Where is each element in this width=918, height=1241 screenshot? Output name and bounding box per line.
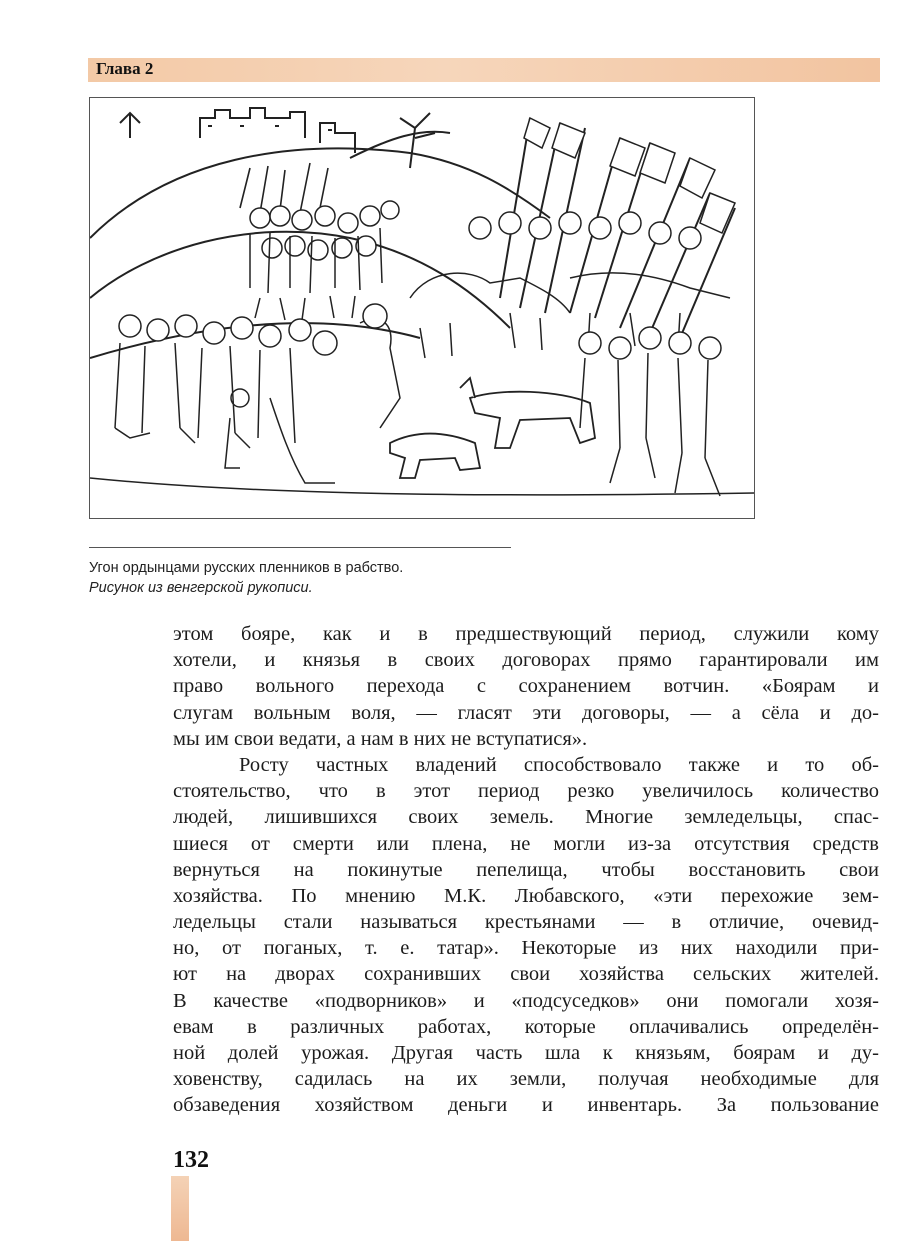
body-line: ют на дворах сохранивших свои хозяйства сельских жителей.	[173, 963, 879, 986]
body-line: ховенству, садилась на их земли, получая необходимые для	[173, 1068, 879, 1091]
body-line: мы им свои ведати, а нам в них не вступатися».	[173, 727, 588, 750]
engraving-illustration	[89, 97, 755, 519]
body-line: шиеся от смерти или плена, не могли из-за отсутствия средств	[173, 832, 879, 855]
body-line: ной долей урожая. Другая часть шла к князьям, боярам и ду-	[173, 1042, 879, 1064]
body-line: право вольного перехода с сохранением вотчин. «Боярам и	[173, 675, 879, 698]
caption-divider	[89, 547, 511, 548]
body-line: Росту частных владений способствовало также и то об-	[239, 753, 879, 776]
body-line: слугам вольным воля, — гласят эти договоры, — а сёла и до-	[173, 701, 879, 724]
chapter-header-bar	[88, 58, 880, 82]
body-line: стоятельство, что в этот период резко увеличилось количество	[173, 780, 879, 803]
body-line: ледельцы стали называться крестьянами — в отличие, очевид-	[173, 911, 879, 934]
body-text	[173, 621, 879, 1119]
body-line: но, от поганых, т. е. татар». Некоторые из них находили при-	[173, 937, 879, 960]
body-line: вернуться на покинутые пепелища, чтобы восстановить свои	[173, 858, 879, 881]
caption-title: Угон ордынцами русских пленников в рабство.	[89, 560, 404, 576]
body-line: евам в различных работах, которые оплачивались определён-	[173, 1015, 879, 1038]
caption-source: Рисунок из венгерской рукописи.	[89, 580, 313, 596]
body-line: В качестве «подворников» и «подсуседков» они помогали хозя-	[173, 989, 879, 1012]
body-line: обзаведения хозяйством деньги и инвентарь. За пользование	[173, 1094, 879, 1117]
body-line: хозяйства. По мнению М.К. Любавского, «эти перехожие зем-	[173, 884, 879, 907]
body-line: этом бояре, как и в предшествующий период, служили кому	[173, 623, 879, 645]
captives-engraving-image	[90, 98, 754, 518]
body-line: хотели, и князья в своих договорах прямо гарантировали им	[173, 649, 879, 672]
body-line: людей, лишившихся своих земель. Многие земледельцы, спас-	[173, 806, 879, 829]
chapter-title: Глава 2	[96, 59, 154, 78]
page-number: 132	[173, 1147, 209, 1173]
margin-color-strip	[171, 1176, 189, 1241]
figure-caption	[89, 558, 609, 598]
